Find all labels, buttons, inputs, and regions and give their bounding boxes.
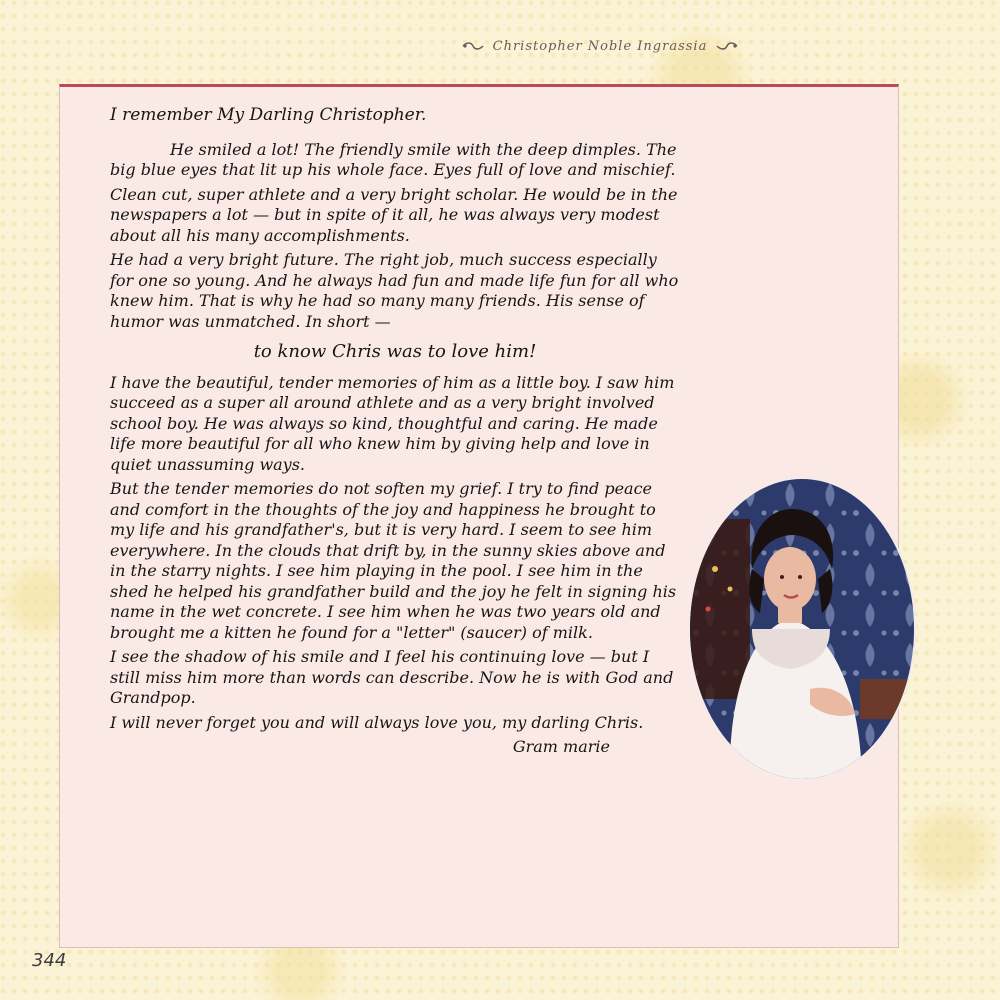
page-number: 344: [32, 950, 67, 971]
header-title: Christopher Noble Ingrassia: [492, 38, 708, 54]
letter-panel: [59, 84, 899, 948]
letter-closing: I will never forget you and will always love you, my darling Chris.: [110, 712, 644, 732]
flourish-icon: [461, 41, 485, 51]
handwritten-letter: [110, 105, 680, 762]
letter-greeting: I remember My Darling Christopher.: [110, 105, 427, 125]
letter-paragraph: He smiled a lot! The friendly smile with the deep dimples. The big blue eyes that lit up his whole face. Eyes full of love and mischief.: [110, 139, 677, 179]
letter-paragraph: He had a very bright future. The right job, much success especially for one so young. And he always had fun and made life fun for all who knew him. That is why he had so many many friends. His sense of humor was unmatched. In short —: [110, 250, 679, 331]
letter-paragraph: But the tender memories do not soften my grief. I try to find peace and comfort in the thoughts of the joy and happiness he brought to my life and his grandfather's, but it is very hard. I seem to see him everywhere. In the clouds that drift by, in the sunny skies above and in the starry nights. I see him playing in the pool. I see him in the shed he helped his grandfather build and the joy he felt in signing his name in the wet concrete. I see him when he was two years old and brought me a kitten he found for a "letter" (saucer) of milk.: [110, 479, 677, 642]
page-header: [440, 34, 760, 58]
flourish-icon: [715, 41, 739, 51]
letter-centered-line: to know Chris was to love him!: [253, 341, 537, 362]
letter-closing: I see the shadow of his smile and I feel his continuing love — but I still miss him more than words can describe. Now he is with God and Grandpop.: [110, 647, 674, 707]
letter-signature: Gram marie: [512, 737, 610, 756]
portrait-photo: [688, 477, 916, 781]
letter-paragraph: I have the beautiful, tender memories of him as a little boy. I saw him succeed as a super all around athlete and as a very bright involved school boy. He was always so kind, thoughtful and caring. He made life more beautiful for all who knew him by giving help and love in quiet unassuming ways.: [110, 372, 675, 474]
letter-paragraph: Clean cut, super athlete and a very bright scholar. He would be in the newspapers a lot — but in spite of it all, he was always very modest about all his many accomplishments.: [110, 184, 678, 245]
